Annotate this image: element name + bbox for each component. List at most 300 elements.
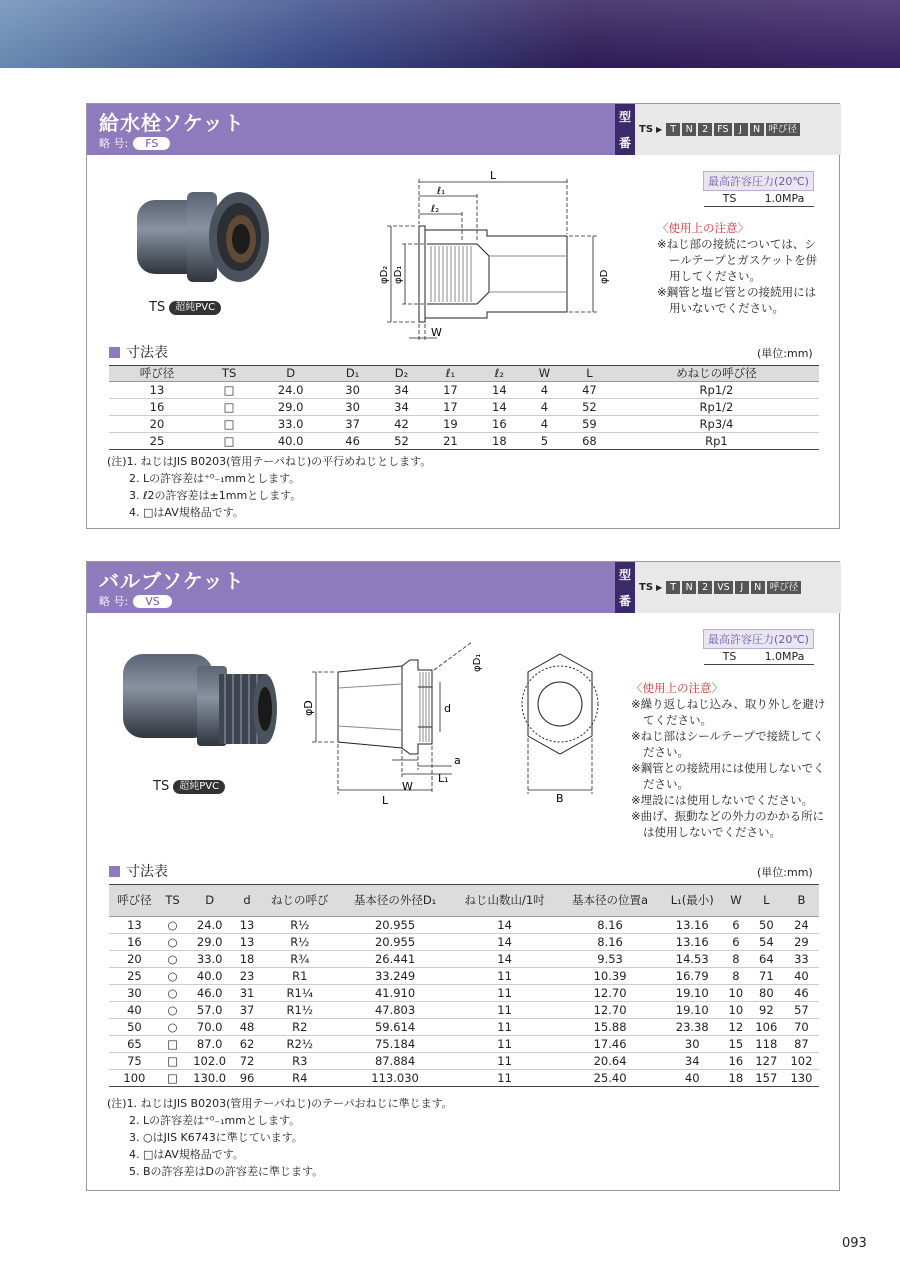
model-code: [635, 104, 841, 155]
label-D: φD: [302, 700, 315, 716]
table-cell: 8: [723, 968, 749, 985]
note-item: (注)1. ねじはJIS B0203(管用テーパねじ)の平行めねじとします。: [107, 455, 432, 468]
caution-title: 〈使用上の注意〉: [657, 221, 749, 235]
table-cell: ○: [160, 985, 185, 1002]
model-box: N: [751, 581, 765, 594]
table-cell: 57.0: [185, 1002, 234, 1019]
table-cell: 17.46: [559, 1036, 662, 1053]
table-cell: 50: [109, 1019, 160, 1036]
section-title: 給水栓ソケット: [99, 111, 245, 135]
table-cell: 11: [451, 1036, 559, 1053]
table-cell: 127: [749, 1053, 784, 1070]
table-cell: 37: [234, 1002, 260, 1019]
table-cell: 13: [234, 917, 260, 934]
arrow-right-icon: ▶: [656, 583, 663, 592]
material-label: [149, 300, 221, 315]
table-cell: ○: [160, 968, 185, 985]
table-cell: 80: [749, 985, 784, 1002]
table-row: [109, 934, 819, 951]
section-faucet-socket: [86, 103, 840, 529]
table-cell: 20.64: [559, 1053, 662, 1070]
table-cell: 40: [784, 968, 819, 985]
table-cell: 14: [451, 934, 559, 951]
product-photo: [115, 644, 285, 774]
table-cell: 87.0: [185, 1036, 234, 1053]
table-cell: 11: [451, 1070, 559, 1087]
table-cell: 14: [451, 951, 559, 968]
table-cell: □: [160, 1053, 185, 1070]
model-box: 2: [698, 123, 712, 136]
table-cell: 20.955: [340, 934, 451, 951]
table-cell: 11: [451, 968, 559, 985]
table-cell: 11: [451, 1002, 559, 1019]
table-cell: 5: [524, 433, 565, 450]
column-header: D: [253, 366, 328, 382]
table-cell: 4: [524, 399, 565, 416]
table-cell: 102.0: [185, 1053, 234, 1070]
table-cell: 6: [723, 934, 749, 951]
table-cell: 13: [234, 934, 260, 951]
table-cell: 71: [749, 968, 784, 985]
table-cell: 70: [784, 1019, 819, 1036]
table-cell: 11: [451, 985, 559, 1002]
table-cell: 62: [234, 1036, 260, 1053]
table-cell: ○: [160, 951, 185, 968]
model-box: N: [682, 123, 696, 136]
table-cell: 30: [662, 1036, 723, 1053]
table-cell: 47.803: [340, 1002, 451, 1019]
table-cell: 40.0: [185, 968, 234, 985]
table-cell: 113.030: [340, 1070, 451, 1087]
table-cell: 37: [328, 416, 377, 433]
table-cell: 29: [784, 934, 819, 951]
arrow-right-icon: ▶: [656, 125, 663, 134]
header-banner: [0, 0, 900, 68]
table-cell: 118: [749, 1036, 784, 1053]
table-cell: 24.0: [185, 917, 234, 934]
pressure-table: [703, 171, 814, 207]
table-cell: 16: [109, 934, 160, 951]
table-cell: 14: [451, 917, 559, 934]
table-row: [109, 985, 819, 1002]
pressure-header: 最高許容圧力(20℃): [704, 172, 814, 191]
table-cell: 46: [784, 985, 819, 1002]
caution-item: ※埋設には使用しないでください。: [631, 793, 814, 807]
table-cell: R½: [260, 934, 340, 951]
table-cell: 41.910: [340, 985, 451, 1002]
column-header: ねじ山数山/1吋: [451, 885, 559, 917]
model-number-label: [615, 562, 635, 613]
model-number-label: [615, 104, 635, 155]
model-prefix: TS: [639, 124, 654, 135]
dim-title-text: 寸法表: [126, 864, 168, 880]
table-cell: 23: [234, 968, 260, 985]
label-D2: φD₂: [379, 265, 390, 284]
pvc-badge: 超純PVC: [169, 301, 221, 315]
product-code: [99, 593, 172, 609]
pressure-type: TS: [704, 649, 756, 665]
note-item: 2. Lの許容差は⁺⁰₋₁mmとします。: [129, 472, 301, 485]
column-header: TS: [160, 885, 185, 917]
table-cell: 46.0: [185, 985, 234, 1002]
table-cell: 33.0: [253, 416, 328, 433]
column-header: D₁: [328, 366, 377, 382]
kata-bottom: 番: [618, 135, 631, 150]
model-box: J: [735, 581, 749, 594]
table-cell: 14.53: [662, 951, 723, 968]
product-photo: [127, 182, 277, 302]
table-cell: 16: [475, 416, 524, 433]
caution-item: ※ねじ部の接続については、シールテープとガスケットを併用してください。: [657, 237, 818, 283]
table-cell: 19.10: [662, 985, 723, 1002]
table-cell: 52: [377, 433, 426, 450]
table-cell: 20: [109, 951, 160, 968]
table-cell: 8: [723, 951, 749, 968]
pvc-badge: 超純PVC: [173, 780, 225, 794]
table-cell: R1: [260, 968, 340, 985]
table-cell: R½: [260, 917, 340, 934]
usage-caution: [631, 680, 827, 840]
model-box: J: [734, 123, 748, 136]
table-cell: 14: [475, 382, 524, 399]
section-title: バルブソケット: [99, 569, 245, 593]
table-cell: 157: [749, 1070, 784, 1087]
label-a: a: [454, 754, 461, 767]
table-cell: ○: [160, 917, 185, 934]
table-cell: 9.53: [559, 951, 662, 968]
model-box: 呼び径: [766, 123, 801, 136]
table-cell: 13.16: [662, 934, 723, 951]
pressure-table: [703, 629, 814, 665]
table-cell: ○: [160, 1019, 185, 1036]
table-cell: R4: [260, 1070, 340, 1087]
table-cell: 17: [426, 382, 475, 399]
table-row: [109, 433, 819, 450]
column-header: めねじの呼び径: [614, 366, 819, 382]
table-cell: 34: [662, 1053, 723, 1070]
note-item: 5. Bの許容差はDの許容差に準じます。: [129, 1165, 324, 1178]
table-cell: 17: [426, 399, 475, 416]
table-cell: 33.249: [340, 968, 451, 985]
dimension-diagram: [302, 632, 612, 812]
table-cell: 19.10: [662, 1002, 723, 1019]
table-cell: 29.0: [185, 934, 234, 951]
table-cell: ○: [160, 934, 185, 951]
column-header: d: [234, 885, 260, 917]
label-W: W: [431, 326, 442, 339]
square-bullet-icon: [109, 866, 120, 877]
ts-text: TS: [149, 300, 166, 315]
caution-item: ※鋼管と塩ビ管との接続用には用いないでください。: [657, 285, 817, 315]
table-cell: □: [205, 416, 253, 433]
notes: [107, 1095, 453, 1180]
table-cell: 57: [784, 1002, 819, 1019]
model-prefix: TS: [639, 582, 654, 593]
model-box: VS: [714, 581, 733, 594]
model-code: [635, 562, 841, 613]
column-header: L: [749, 885, 784, 917]
table-cell: Rp1/2: [614, 399, 819, 416]
model-box: 2: [698, 581, 712, 594]
pressure-value: 1.0MPa: [756, 649, 814, 665]
table-cell: □: [160, 1036, 185, 1053]
table-cell: 42: [377, 416, 426, 433]
table-cell: 102: [784, 1053, 819, 1070]
table-cell: Rp1: [614, 433, 819, 450]
caution-item: ※鋼管との接続用には使用しないでください。: [631, 761, 825, 791]
column-header: W: [723, 885, 749, 917]
pressure-header: 最高許容圧力(20℃): [704, 630, 814, 649]
kata-top: 型: [618, 568, 631, 583]
table-cell: 70.0: [185, 1019, 234, 1036]
ts-text: TS: [153, 779, 170, 794]
label-d: d: [444, 702, 451, 715]
section-header: [87, 104, 615, 155]
table-cell: 34: [377, 399, 426, 416]
table-row: [109, 1070, 819, 1087]
table-row: [109, 416, 819, 433]
note-item: 4. □はAV規格品です。: [129, 506, 244, 519]
model-box: T: [666, 123, 680, 136]
table-cell: 92: [749, 1002, 784, 1019]
table-cell: □: [205, 382, 253, 399]
table-cell: 14: [475, 399, 524, 416]
table-cell: 8.16: [559, 917, 662, 934]
table-cell: 11: [451, 1053, 559, 1070]
table-cell: 4: [524, 416, 565, 433]
table-cell: 19: [426, 416, 475, 433]
table-cell: 50: [749, 917, 784, 934]
model-box: N: [750, 123, 764, 136]
table-row: [109, 917, 819, 934]
square-bullet-icon: [109, 347, 120, 358]
material-label: [153, 779, 225, 794]
table-cell: 40: [109, 1002, 160, 1019]
table-cell: 21: [426, 433, 475, 450]
table-cell: 20: [109, 416, 205, 433]
table-cell: 29.0: [253, 399, 328, 416]
column-header: 基本径の外径D₁: [340, 885, 451, 917]
table-cell: 30: [109, 985, 160, 1002]
label-L: L: [382, 794, 389, 807]
table-cell: R¾: [260, 951, 340, 968]
label-D: φD: [599, 269, 610, 284]
label-W: W: [402, 780, 413, 793]
table-cell: 26.441: [340, 951, 451, 968]
table-cell: 68: [565, 433, 614, 450]
column-header: 呼び径: [109, 885, 160, 917]
kata-bottom: 番: [618, 593, 631, 608]
caution-item: ※ねじ部はシールテープで接続してください。: [631, 729, 825, 759]
table-cell: □: [205, 433, 253, 450]
table-cell: 16.79: [662, 968, 723, 985]
table-cell: R3: [260, 1053, 340, 1070]
table-cell: 130: [784, 1070, 819, 1087]
table-cell: R2: [260, 1019, 340, 1036]
table-cell: 87: [784, 1036, 819, 1053]
table-cell: 8.16: [559, 934, 662, 951]
column-header: ねじの呼び: [260, 885, 340, 917]
label-D1: φD₁: [472, 653, 483, 672]
table-cell: 100: [109, 1070, 160, 1087]
table-cell: 16: [109, 399, 205, 416]
table-cell: 10: [723, 985, 749, 1002]
table-cell: 75: [109, 1053, 160, 1070]
table-cell: 106: [749, 1019, 784, 1036]
unit-label: (単位:mm): [757, 347, 813, 360]
table-cell: 16: [723, 1053, 749, 1070]
table-cell: 54: [749, 934, 784, 951]
column-header: W: [524, 366, 565, 382]
table-cell: 31: [234, 985, 260, 1002]
note-item: 3. ℓ2の許容差は±1mmとします。: [129, 489, 302, 502]
table-cell: R2½: [260, 1036, 340, 1053]
column-header: D₂: [377, 366, 426, 382]
table-cell: 25: [109, 968, 160, 985]
table-cell: 75.184: [340, 1036, 451, 1053]
table-cell: 72: [234, 1053, 260, 1070]
label-B: B: [556, 792, 564, 805]
code-pill: FS: [133, 137, 170, 150]
model-box: N: [682, 581, 696, 594]
table-cell: 18: [234, 951, 260, 968]
note-item: 4. □はAV規格品です。: [129, 1148, 244, 1161]
dimension-diagram: [357, 164, 617, 349]
label-L1: L₁: [438, 772, 449, 785]
product-code: [99, 135, 170, 151]
label-l1: ℓ₁: [437, 186, 446, 197]
caution-item: ※曲げ、振動などの外力のかかる所には使用しないでください。: [631, 809, 825, 839]
table-cell: 12.70: [559, 985, 662, 1002]
table-cell: 59.614: [340, 1019, 451, 1036]
page-number: 093: [842, 1236, 867, 1251]
table-cell: 24: [784, 917, 819, 934]
table-cell: □: [205, 399, 253, 416]
notes: [107, 453, 431, 521]
code-label: 略 号:: [99, 137, 129, 150]
table-cell: 23.38: [662, 1019, 723, 1036]
table-cell: 15: [723, 1036, 749, 1053]
table-cell: 15.88: [559, 1019, 662, 1036]
table-cell: 11: [451, 1019, 559, 1036]
table-cell: 12: [723, 1019, 749, 1036]
note-item: 3. ○はJIS K6743に準じています。: [129, 1131, 303, 1144]
table-cell: 18: [723, 1070, 749, 1087]
table-cell: 25: [109, 433, 205, 450]
column-header: 呼び径: [109, 366, 205, 382]
table-cell: 33: [784, 951, 819, 968]
table-cell: 87.884: [340, 1053, 451, 1070]
table-cell: R1½: [260, 1002, 340, 1019]
caution-title: 〈使用上の注意〉: [631, 681, 723, 695]
table-cell: 64: [749, 951, 784, 968]
model-box: FS: [714, 123, 731, 136]
table-cell: 30: [328, 382, 377, 399]
table-row: [109, 1002, 819, 1019]
caution-item: ※繰り返しねじ込み、取り外しを避けてください。: [631, 697, 826, 727]
table-cell: R1¼: [260, 985, 340, 1002]
section-valve-socket: [86, 561, 840, 1191]
note-item: (注)1. ねじはJIS B0203(管用テーパねじ)のテーパおねじに準じます。: [107, 1097, 453, 1110]
table-row: [109, 968, 819, 985]
table-row: [109, 382, 819, 399]
table-cell: 18: [475, 433, 524, 450]
table-cell: 48: [234, 1019, 260, 1036]
dim-title-text: 寸法表: [126, 345, 168, 361]
table-row: [109, 1036, 819, 1053]
table-cell: 10: [723, 1002, 749, 1019]
table-cell: 52: [565, 399, 614, 416]
column-header: B: [784, 885, 819, 917]
table-cell: 13: [109, 917, 160, 934]
column-header: ℓ₂: [475, 366, 524, 382]
table-cell: 30: [328, 399, 377, 416]
usage-caution: [657, 220, 827, 316]
table-cell: Rp3/4: [614, 416, 819, 433]
table-cell: 59: [565, 416, 614, 433]
table-cell: 33.0: [185, 951, 234, 968]
dimension-table: [109, 884, 819, 1087]
dimension-table-title: [109, 342, 168, 362]
table-cell: 10.39: [559, 968, 662, 985]
section-header: [87, 562, 615, 613]
table-row: [109, 1019, 819, 1036]
note-item: 2. Lの許容差は⁺⁰₋₁mmとします。: [129, 1114, 301, 1127]
table-cell: 24.0: [253, 382, 328, 399]
label-l2: ℓ₂: [431, 204, 440, 215]
label-L: L: [490, 169, 497, 182]
model-box: 呼び径: [767, 581, 802, 594]
table-cell: □: [160, 1070, 185, 1087]
table-cell: 13: [109, 382, 205, 399]
column-header: L₁(最小): [662, 885, 723, 917]
column-header: ℓ₁: [426, 366, 475, 382]
table-cell: 34: [377, 382, 426, 399]
table-cell: 4: [524, 382, 565, 399]
table-row: [109, 1053, 819, 1070]
dimension-table-title: [109, 861, 168, 881]
kata-top: 型: [618, 110, 631, 125]
dimension-table: [109, 365, 819, 450]
table-cell: 25.40: [559, 1070, 662, 1087]
table-cell: 13.16: [662, 917, 723, 934]
column-header: D: [185, 885, 234, 917]
table-cell: 65: [109, 1036, 160, 1053]
table-cell: 96: [234, 1070, 260, 1087]
column-header: L: [565, 366, 614, 382]
code-label: 略 号:: [99, 595, 129, 608]
table-cell: 40.0: [253, 433, 328, 450]
label-D1: φD₁: [393, 265, 404, 284]
unit-label: (単位:mm): [757, 866, 813, 879]
table-cell: 20.955: [340, 917, 451, 934]
column-header: TS: [205, 366, 253, 382]
table-cell: 6: [723, 917, 749, 934]
table-cell: ○: [160, 1002, 185, 1019]
table-row: [109, 951, 819, 968]
table-cell: 12.70: [559, 1002, 662, 1019]
table-cell: Rp1/2: [614, 382, 819, 399]
table-cell: 130.0: [185, 1070, 234, 1087]
column-header: 基本径の位置a: [559, 885, 662, 917]
pressure-type: TS: [704, 191, 756, 207]
model-box: T: [666, 581, 680, 594]
pressure-value: 1.0MPa: [756, 191, 814, 207]
table-cell: 47: [565, 382, 614, 399]
table-cell: 40: [662, 1070, 723, 1087]
table-row: [109, 399, 819, 416]
code-pill: VS: [133, 595, 172, 608]
